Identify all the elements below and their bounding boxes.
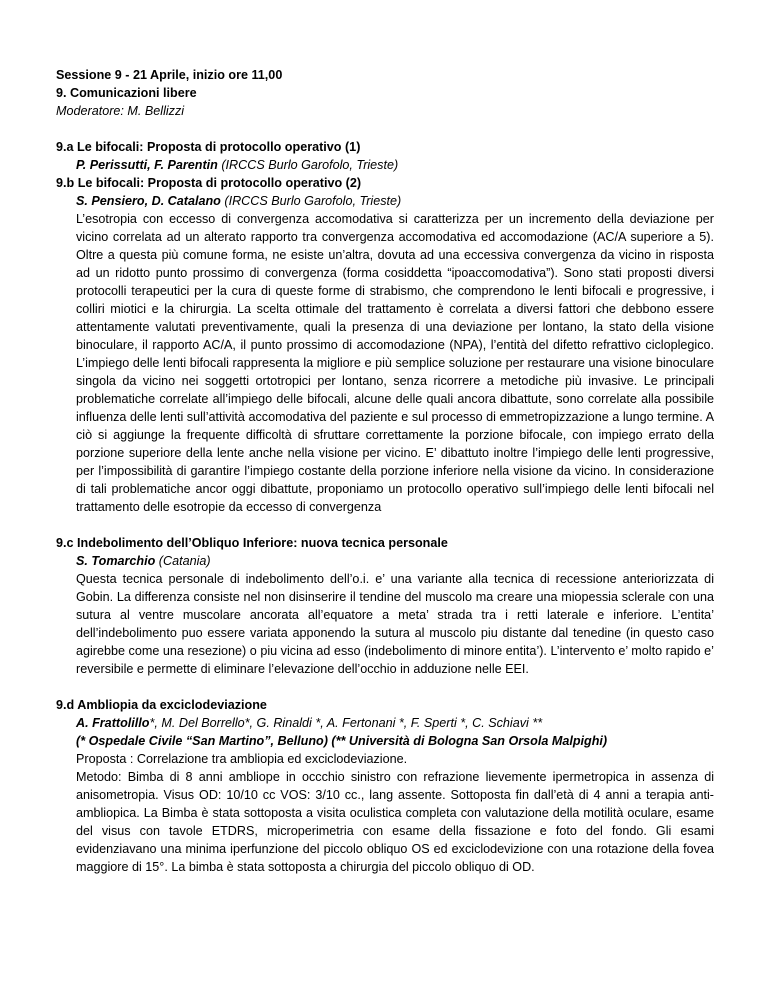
item-b-authors-line [56,192,714,210]
proposta-label: Proposta [76,752,127,766]
moderator-line: Moderatore: M. Bellizzi [56,104,185,118]
item-a-title: 9.a Le bifocali: Proposta di protocollo operativo (1) [56,140,361,154]
item-a-authors: P. Perissutti, F. Parentin [76,158,218,172]
item-d-authors-rest: *, M. Del Borrello*, G. Rinaldi *, A. Fertonani *, F. Sperti *, C. Schiavi ** [149,716,543,730]
item-c-title: 9.c Indebolimento dell’Obliquo Inferiore: nuova tecnica personale [56,536,448,550]
item-c-abstract: Questa tecnica personale di indebolimento dell’o.i. e’ una variante alla tecnica di recessione anteriorizzata di Gobin. La differenza consiste nel non disinserire il tendine del muscolo ma creare una miopessia sclerale con una sutura al ventre muscolare ancorata all’equatore a meta’ strada tra i retti laterale e inferiore. L’entita’ dell’indebolimento puo essere variata apponendo la sutura al muscolo piu distante dal tenedine (in questo caso agirebbe come una resezione) o piu vicina ad esso (indebolimento di minore entita’). L’intervento e’ molto rapido e’ reversibile e permette di eliminare l’elevazione dell’occhio in adduzione nelle EEI. [76,572,714,676]
document-page [56,66,714,876]
item-d-affiliation: (* Ospedale Civile “San Martino”, Belluno) (** Università di Bologna San Orsola Malpighi) [76,734,608,748]
item-a-affiliation: (IRCCS Burlo Garofolo, Trieste) [217,158,399,172]
item-c-authors: S. Tomarchio [76,554,156,568]
item-d-authors-lead: A. Frattolillo [76,716,150,730]
item-b-authors: S. Pensiero, D. Catalano [76,194,221,208]
item-c-affiliation: (Catania) [155,554,211,568]
item-b-title: 9.b Le bifocali: Proposta di protocollo operativo (2) [56,176,362,190]
item-d-proposta [56,750,714,768]
metodo-text: : Bimba di 8 anni ambliope in occchio sinistro con refrazione lievemente ipermetropica in assenza di anisometropia. Visus OD: 10/10 cc VOS: 3/10 cc., lang assente. Sottoposta fin dall’età di 4 anni a terapia anti-ambliopica. La Bimba è stata sottoposta a visita oculistica completa con valutazione della motilità oculare, esame del visus con tavole ETDRS, microperimetria con esame della fissazione e foto del fondo. Gli esami evidenziavano una minima iperfunzione del piccolo obliquo OS ed exciclodevizione con una rotazione della fovea maggiore di 15°. La bimba è stata sottoposta a chirurgia del piccolo obliquo di OD. [76,770,714,874]
item-b-abstract: L’esotropia con eccesso di convergenza accomodativa si caratterizza per un incremento della deviazione per vicino correlata ad un alterato rapporto tra convergenza accomodativa ed accomodazione (AC/A superiore a 5). Oltre a questa più comune forma, ne esiste un’altra, dovuta ad una eccessiva convergenza da vicino in risposta ad un ridotto punto prossimo di convergenza (forma cosiddetta “ipoaccomodativa”). Sono stati proposti diversi protocolli terapeutici per la cura di queste forme di strabismo, che comprendono le lenti bifocali e progressive, i colliri miotici e la chirurgia. La scelta ottimale del trattamento è correlata a diversi fattori che debbono essere attentamente valutati preventivamente, quali la presenza di una deviazione per lontano, la stato della visione binoculare, il rapporto AC/A, il punto prossimo di accomodazione (NPA), l’entità del difetto refrattivo cicloplegico. L’impiego delle lenti bifocali rappresenta la migliore e più semplice soluzione per restaurare una visione binoculare singola da vicino nei soggetti ortotropici per lontano, senza ricorrere a metodiche più invasive. Le principali problematiche correlate all’impiego delle bifocali, alcune delle quali ancora dibattute, sono correlate alla possibile influenza delle lenti sull’attività accomodativa del paziente e sul processo di emmetropizzazione a lungo termine. A ciò si aggiunge la frequente difficoltà di sfruttare correttamente la porzione bifocale, con impiego errato della porzione superiore della lente anche nella visione per vicino. E’ dibattuto inoltre l’impiego delle lenti progressive, per l’impossibilità di garantire l’impiego costante della porzione inferiore nella visione da vicino. In considerazione di tali problematiche ancor oggi dibattute, proponiamo un protocollo operativo sull’impiego delle lenti bifocali nel trattamento delle esotropie da eccesso di convergenza [76,212,714,514]
item-a-authors-line [56,156,714,174]
item-b-affiliation: (IRCCS Burlo Garofolo, Trieste) [220,194,402,208]
proposta-text: : Correlazione tra ambliopia ed exciclodeviazione. [126,752,408,766]
item-d-metodo [56,768,714,876]
item-d-authors-line [56,714,714,732]
metodo-label: Metodo [76,770,119,784]
session-heading: Sessione 9 - 21 Aprile, inizio ore 11,00 [56,68,283,82]
section-title: 9. Comunicazioni libere [56,86,197,100]
item-d-title: 9.d Ambliopia da exciclodeviazione [56,698,267,712]
item-c-authors-line [56,552,714,570]
